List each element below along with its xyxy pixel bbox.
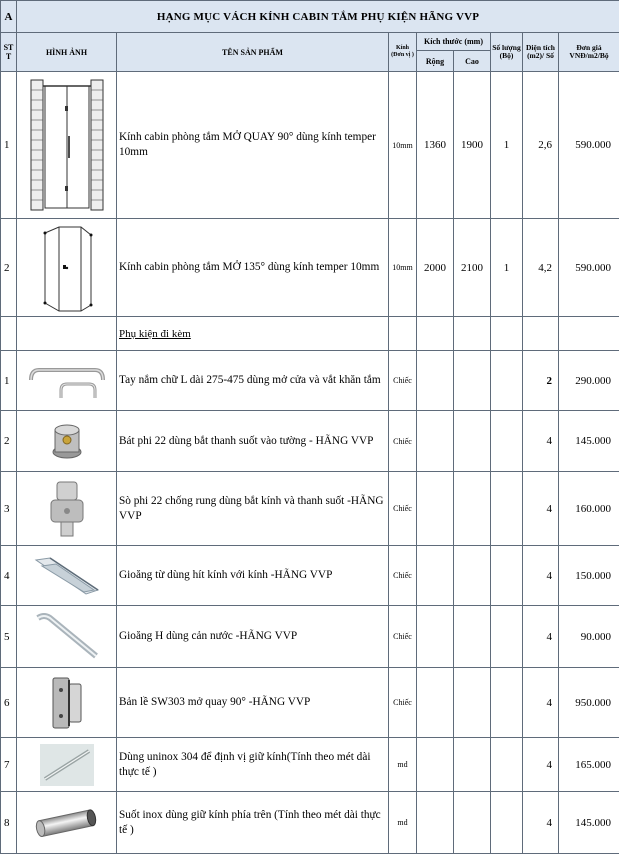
stt-cell: 1 bbox=[1, 72, 17, 219]
unit-value: Chiếc bbox=[389, 606, 417, 668]
price-value: 145.000 bbox=[559, 792, 619, 854]
stt-cell: 3 bbox=[1, 472, 17, 546]
table-title: HẠNG MỤC VÁCH KÍNH CABIN TẮM PHỤ KIỆN HÃNG VVP bbox=[17, 1, 619, 33]
unit-value: Chiếc bbox=[389, 472, 417, 546]
glass-unit-label: (Đơn vị ) bbox=[391, 52, 414, 58]
area-value: 4 bbox=[523, 472, 559, 546]
h-seal-icon bbox=[34, 612, 100, 662]
area-value: 4 bbox=[523, 546, 559, 606]
section-row bbox=[1, 317, 619, 351]
unit-value: Chiếc bbox=[389, 351, 417, 411]
glass-unit: 10mm bbox=[389, 72, 417, 219]
price-value: 165.000 bbox=[559, 738, 619, 792]
price-value: 90.000 bbox=[559, 606, 619, 668]
price-value: 150.000 bbox=[559, 546, 619, 606]
product-name: Gioăng H dùng cản nước -HÃNG VVP bbox=[117, 606, 389, 668]
table-row bbox=[1, 219, 619, 317]
product-image bbox=[17, 792, 117, 854]
area-header: Diện tích (m2)/ Số bbox=[523, 33, 559, 72]
product-name: Sò phi 22 chống rung dùng bắt kính và thanh suốt -HÃNG VVP bbox=[117, 472, 389, 546]
qty-value: 1 bbox=[491, 72, 523, 219]
qty-header: Số lượng (Bộ) bbox=[491, 33, 523, 72]
area-value: 2 bbox=[523, 351, 559, 411]
table-row bbox=[1, 668, 619, 738]
product-name: Dùng uninox 304 để định vị giữ kính(Tính theo mét dài thực tế ) bbox=[117, 738, 389, 792]
price-value: 145.000 bbox=[559, 411, 619, 472]
unit-value: Chiếc bbox=[389, 411, 417, 472]
header-row-1 bbox=[1, 33, 619, 51]
product-name: Tay nắm chữ L dài 275-475 dùng mở cửa và vắt khăn tắm bbox=[117, 351, 389, 411]
product-image bbox=[17, 219, 117, 317]
glass-label: Kính bbox=[395, 45, 409, 51]
price-value: 950.000 bbox=[559, 668, 619, 738]
column-a-header: A bbox=[1, 1, 17, 33]
table-row bbox=[1, 606, 619, 668]
glass-clamp-icon bbox=[45, 478, 89, 540]
glass-unit: 10mm bbox=[389, 219, 417, 317]
title-row bbox=[1, 1, 619, 33]
product-image bbox=[17, 472, 117, 546]
width-header: Rộng bbox=[417, 51, 454, 72]
product-name: Suốt inox dùng giữ kính phía trên (Tính theo mét dài thực tế ) bbox=[117, 792, 389, 854]
accessories-section-label: Phụ kiện đi kèm bbox=[117, 317, 389, 351]
glass-header bbox=[389, 33, 417, 72]
product-name: Kính cabin phòng tắm MỞ QUAY 90° dùng kính temper 10mm bbox=[117, 72, 389, 219]
steel-tube-icon bbox=[34, 801, 100, 845]
unit-value: md bbox=[389, 792, 417, 854]
product-name: Bát phi 22 dùng bắt thanh suốt vào tường - HÃNG VVP bbox=[117, 411, 389, 472]
unit-value: md bbox=[389, 738, 417, 792]
area-value: 4 bbox=[523, 411, 559, 472]
product-name: Bản lề SW303 mở quay 90° -HÃNG VVP bbox=[117, 668, 389, 738]
stt-cell: 5 bbox=[1, 606, 17, 668]
area-value: 4 bbox=[523, 606, 559, 668]
table-row bbox=[1, 351, 619, 411]
height-value: 2100 bbox=[454, 219, 491, 317]
product-image bbox=[17, 738, 117, 792]
corner-cabin-icon bbox=[37, 223, 97, 313]
unit-value: Chiếc bbox=[389, 668, 417, 738]
image-header: HÌNH ẢNH bbox=[17, 33, 117, 72]
table-row bbox=[1, 546, 619, 606]
area-value: 2,6 bbox=[523, 72, 559, 219]
product-image bbox=[17, 668, 117, 738]
l-handle-icon bbox=[25, 358, 109, 404]
product-image bbox=[17, 606, 117, 668]
table-row bbox=[1, 411, 619, 472]
product-image bbox=[17, 411, 117, 472]
steel-bar-icon bbox=[39, 743, 95, 787]
height-value: 1900 bbox=[454, 72, 491, 219]
size-header: Kích thước (mm) bbox=[417, 33, 491, 51]
height-header: Cao bbox=[454, 51, 491, 72]
product-name: Gioăng từ dùng hít kính với kính -HÃNG VVP bbox=[117, 546, 389, 606]
stt-cell: 2 bbox=[1, 411, 17, 472]
table-row bbox=[1, 472, 619, 546]
price-value: 590.000 bbox=[559, 219, 619, 317]
area-value: 4 bbox=[523, 738, 559, 792]
width-value: 2000 bbox=[417, 219, 454, 317]
stt-cell: 6 bbox=[1, 668, 17, 738]
table-row bbox=[1, 72, 619, 219]
product-image bbox=[17, 72, 117, 219]
price-value: 590.000 bbox=[559, 72, 619, 219]
area-value: 4 bbox=[523, 668, 559, 738]
unit-value: Chiếc bbox=[389, 546, 417, 606]
swing-door-cabin-icon bbox=[29, 76, 105, 214]
stt-cell: 1 bbox=[1, 351, 17, 411]
stt-cell: 2 bbox=[1, 219, 17, 317]
stt-cell: 7 bbox=[1, 738, 17, 792]
area-value: 4 bbox=[523, 792, 559, 854]
product-image bbox=[17, 351, 117, 411]
width-value: 1360 bbox=[417, 72, 454, 219]
product-name-header: TÊN SẢN PHẨM bbox=[117, 33, 389, 72]
stt-cell: 8 bbox=[1, 792, 17, 854]
area-value: 4,2 bbox=[523, 219, 559, 317]
qty-value: 1 bbox=[491, 219, 523, 317]
product-name: Kính cabin phòng tắm MỞ 135° dùng kính temper 10mm bbox=[117, 219, 389, 317]
hinge-icon bbox=[49, 674, 85, 732]
wall-bracket-icon bbox=[47, 420, 87, 462]
stt-cell: 4 bbox=[1, 546, 17, 606]
table-row bbox=[1, 792, 619, 854]
product-image bbox=[17, 546, 117, 606]
price-header: Đơn giá VNĐ/m2/Bộ bbox=[559, 33, 619, 72]
table-row bbox=[1, 738, 619, 792]
price-value: 160.000 bbox=[559, 472, 619, 546]
stt-header: ST T bbox=[1, 33, 17, 72]
magnetic-seal-icon bbox=[32, 554, 102, 598]
price-value: 290.000 bbox=[559, 351, 619, 411]
